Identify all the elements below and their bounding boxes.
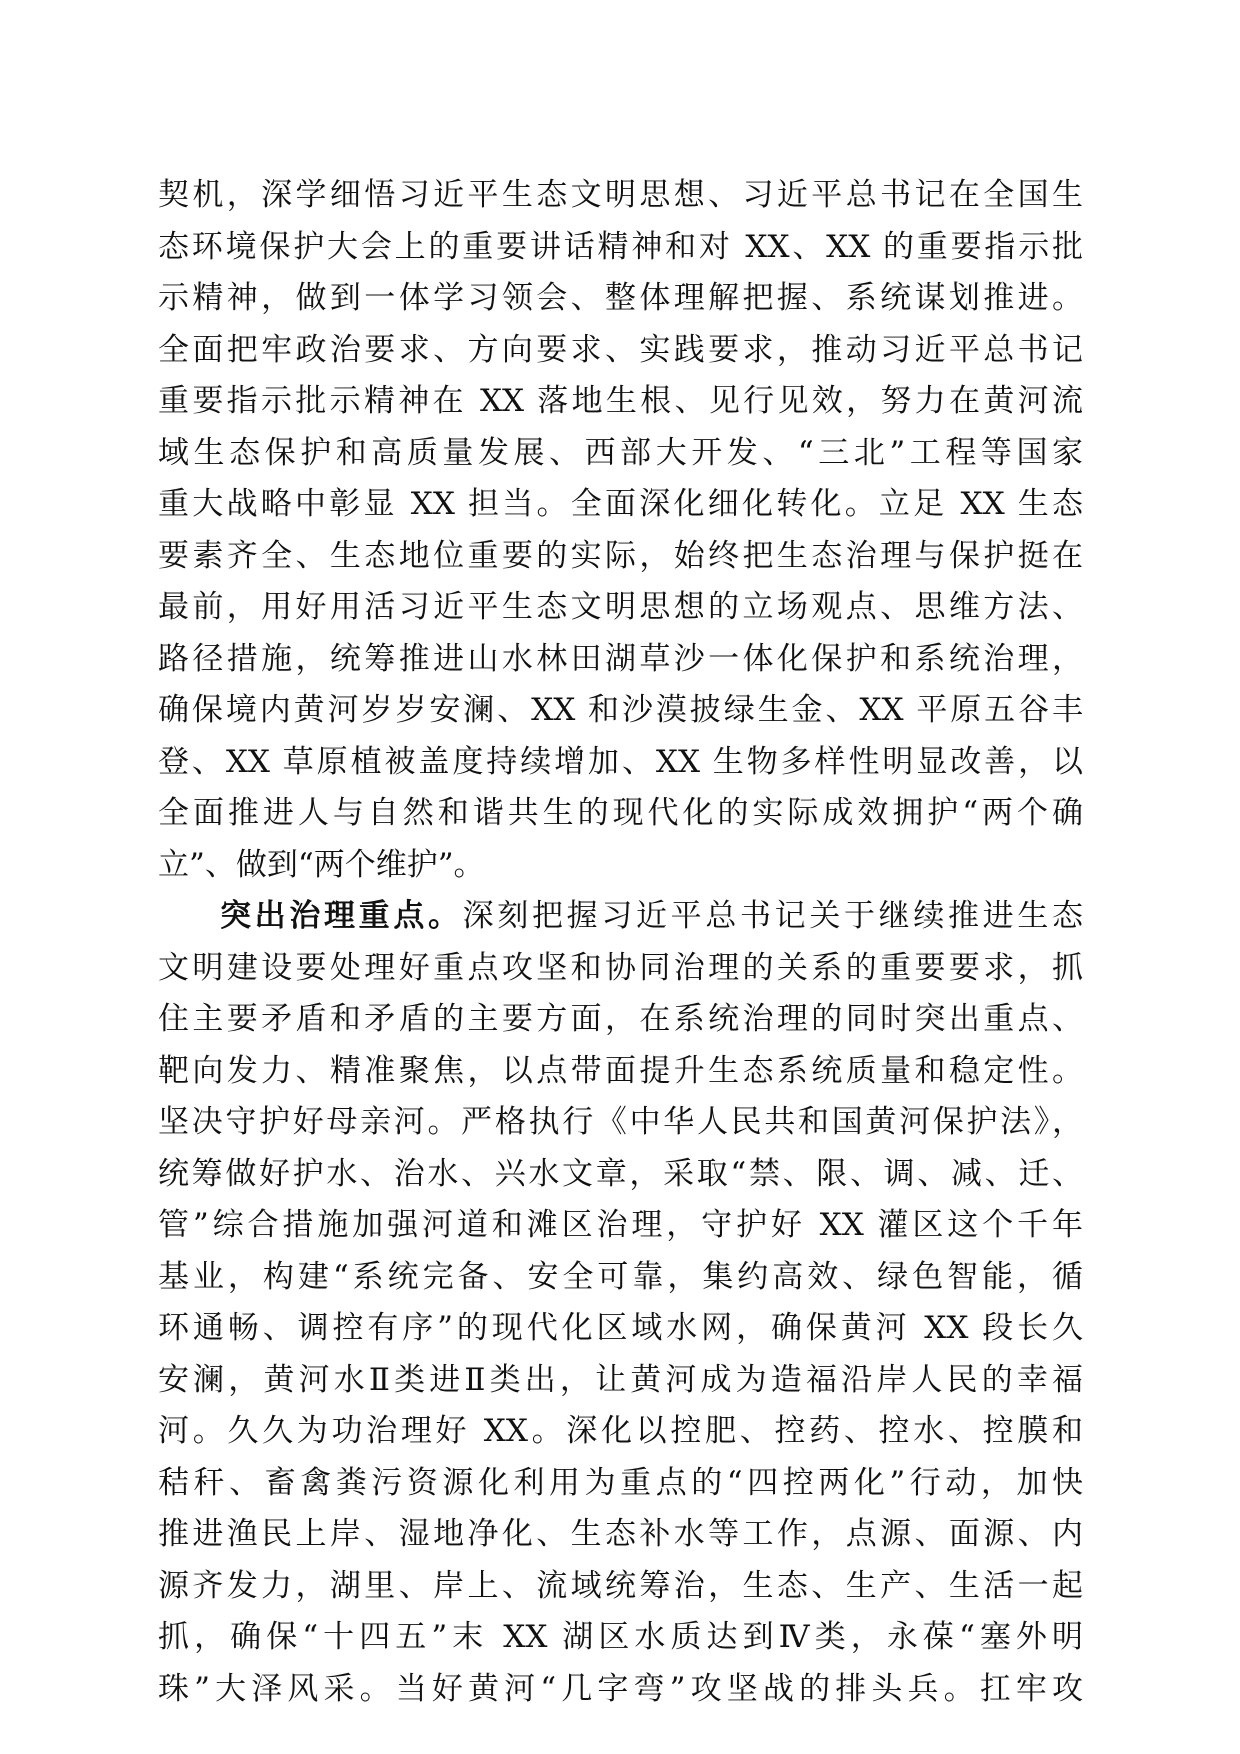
document-page [158, 170, 1083, 1715]
text-line: 秸秆、畜禽粪污资源化利用为重点的“四控两化”行动，加快 [158, 1464, 1083, 1501]
text-line: 源齐发力，湖里、岸上、流域统筹治，生态、生产、生活一起 [158, 1567, 1083, 1604]
text-line: 要素齐全、生态地位重要的实际，始终把生态治理与保护挺在 [158, 537, 1083, 574]
paragraph-2 [158, 891, 1083, 1715]
text-line: 抓，确保“十四五”末 XX 湖区水质达到Ⅳ类，永葆“塞外明 [158, 1619, 1083, 1655]
text-line: 立”、做到“两个维护”。 [158, 846, 485, 883]
text-line: 统筹做好护水、治水、兴水文章，采取“禁、限、调、减、迁、 [158, 1155, 1083, 1192]
text-line: 示精神，做到一体学习领会、整体理解把握、系统谋划推进。 [158, 280, 1083, 316]
text-line: 珠”大泽风采。当好黄河“几字弯”攻坚战的排头兵。扛牢攻 [158, 1670, 1083, 1707]
text-line: 基业，构建“系统完备、安全可靠，集约高效、绿色智能，循 [158, 1258, 1083, 1295]
text-line: 全面把牢政治要求、方向要求、实践要求，推动习近平总书记 [158, 331, 1083, 368]
text-line: 域生态保护和高质量发展、西部大开发、“三北”工程等国家 [158, 434, 1083, 471]
text-line: 确保境内黄河岁岁安澜、XX 和沙漠披绿生金、XX 平原五谷丰 [158, 692, 1083, 728]
text-line: 环通畅、调控有序”的现代化区域水网，确保黄河 XX 段长久 [158, 1310, 1083, 1346]
text-line: 路径措施，统筹推进山水林田湖草沙一体化保护和系统治理， [158, 640, 1083, 677]
text-line: 最前，用好用活习近平生态文明思想的立场观点、思维方法、 [158, 589, 1083, 625]
text-run: 深刻把握习近平总书记关于继续推进生态 [462, 898, 1083, 934]
text-line: 文明建设要处理好重点攻坚和协同治理的关系的重要要求，抓 [158, 949, 1083, 986]
text-line: 全面推进人与自然和谐共生的现代化的实际成效拥护“两个确 [158, 795, 1083, 831]
text-line: 安澜，黄河水Ⅱ类进Ⅱ类出，让黄河成为造福沿岸人民的幸福 [158, 1361, 1083, 1398]
text-line: 坚决守护好母亲河。严格执行《中华人民共和国黄河保护法》， [158, 1104, 1083, 1140]
text-line: 重要指示批示精神在 XX 落地生根、见行见效，努力在黄河流 [158, 383, 1083, 419]
text-line: 契机，深学细悟习近平生态文明思想、习近平总书记在全国生 [158, 177, 1083, 213]
section-heading: 突出治理重点。 [220, 898, 463, 934]
text-line: 态环境保护大会上的重要讲话精神和对 XX、XX 的重要指示批 [158, 228, 1083, 265]
text-line: 住主要矛盾和矛盾的主要方面，在系统治理的同时突出重点、 [158, 1001, 1083, 1037]
text-line: 靶向发力、精准聚焦，以点带面提升生态系统质量和稳定性。 [158, 1052, 1083, 1089]
text-line: 重大战略中彰显 XX 担当。全面深化细化转化。立足 XX 生态 [158, 486, 1083, 522]
text-line: 登、XX 草原植被盖度持续增加、XX 生物多样性明显改善，以 [158, 743, 1083, 780]
paragraph-1 [158, 170, 1083, 891]
text-line: 推进渔民上岸、湿地净化、生态补水等工作，点源、面源、内 [158, 1516, 1083, 1552]
text-line: 管”综合措施加强河道和滩区治理，守护好 XX 灌区这个千年 [158, 1207, 1083, 1243]
text-line: 河。久久为功治理好 XX。深化以控肥、控药、控水、控膜和 [158, 1413, 1083, 1449]
text-line-first [158, 891, 1083, 943]
